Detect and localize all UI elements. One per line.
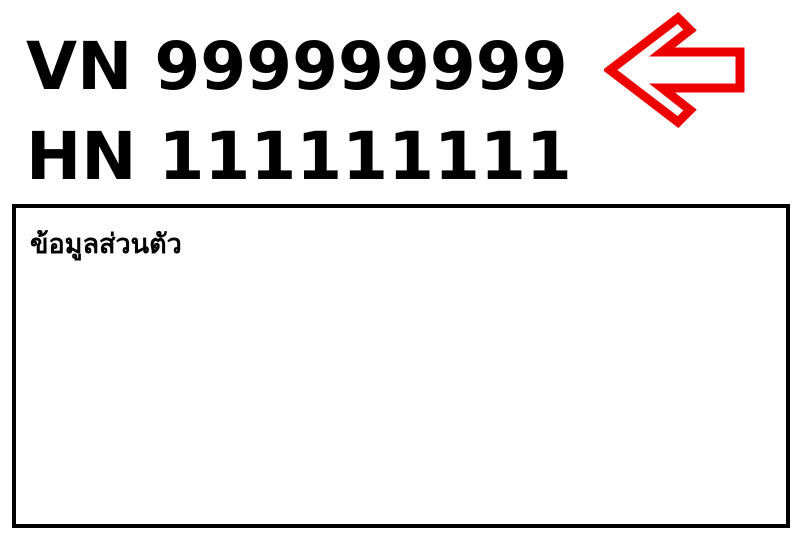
hn-prefix: HN xyxy=(26,118,137,195)
hn-number: 111111111 xyxy=(158,118,572,195)
vn-prefix: VN xyxy=(26,28,133,105)
personal-info-box xyxy=(12,204,790,528)
vn-number: 999999999 xyxy=(154,28,568,105)
left-arrow-icon xyxy=(604,12,746,128)
hn-line xyxy=(26,118,572,195)
vn-line xyxy=(26,28,568,105)
personal-info-label: ข้อมูลส่วนตัว xyxy=(30,229,182,260)
